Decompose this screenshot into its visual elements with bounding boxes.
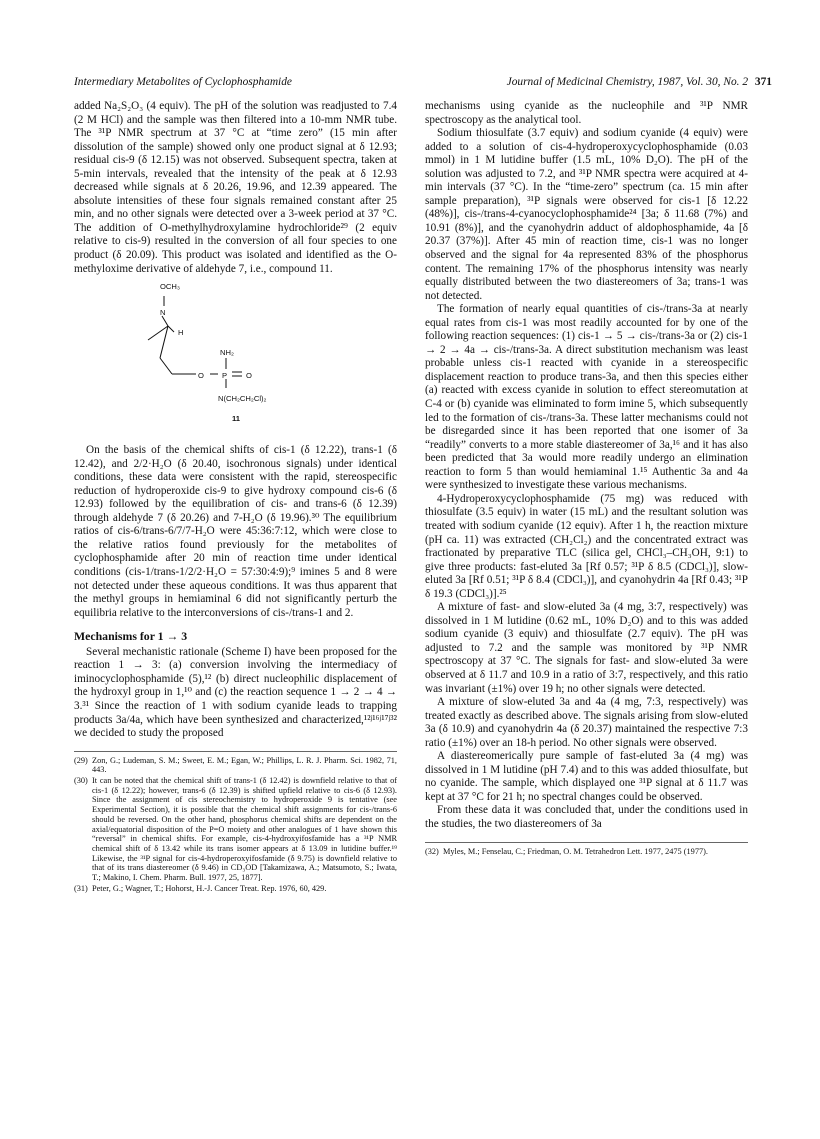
page-number: 371 — [754, 76, 772, 88]
footnotes-right — [425, 842, 748, 857]
footnote-text: It can be noted that the chemical shift of trans-1 (δ 12.42) is downfield relative to that of cis-1 (δ 12.22); however, trans-6 (δ 12.39) is shifted upfield relative to cis-6 (δ 12.93). Since the assignment of cis stereochemistry to hydroperoxide 9 is tentative (see Experimental Section), it is possible that the chemical shift assignments for cis-/trans-6 should be reversed. On the other hand, phosphorus chemical shifts are dependent on the axial/equatorial disposition of the P=O moiety and other analogues of 1 have shown this “reversal” in chemical shifts. For example, cis-4-hydroxyifosfamide has a ³¹P NMR chemical shift of δ 13.42 while its trans isomer appears at δ 13.09 in lutidine buffer.¹⁹ Likewise, the ³¹P signal for cis-4-hydroperoxyifosfamide (δ 9.75) is downfield relative to that of its trans diastereomer (δ 9.46) in CD₃OD [Takamizawa, A.; Matsumoto, S.; Iwata, T.; Makino, I. Chem. Pharm. Bull. 1977, 25, 1877]. — [92, 776, 397, 883]
footnote-number: (31) — [74, 883, 88, 893]
phosphoryl-o-label: O — [246, 371, 252, 381]
footnotes-left — [74, 751, 397, 894]
left-column — [74, 100, 397, 894]
paragraph: On the basis of the chemical shifts of cis-1 (δ 12.22), trans-1 (δ 12.42), and 2/2·H₂O (δ 20.40, isochronous signals) under identical conditions, these data were consistent with the rapid, stereospecific reduction of hydroperoxide cis-9 to give hydroxy compound cis-6 (δ 12.93) followed by the equilibration of cis- and trans-6 (δ 12.39) through aldehyde 7 (δ 20.26) and 7-H₂O (δ 19.96).³⁰ The equilibrium ratios of cis-6/trans-6/7/7-H₂O were 45:36:7:12, which were close to the relative ratios found previously for the metabolites of cyclophosphamide after 20 min of reaction time under identical conditions (cis-1/trans-1/2/2·H₂O = 57:30:4:9);⁹ imines 5 and 8 were not detected under these aqueous conditions. It was thus apparent that the methyl groups in hemiaminal 6 did not significantly perturb the equilibria relative to the interconversions of cis-/trans-1 and 2. — [74, 444, 397, 619]
paragraph: A mixture of fast- and slow-eluted 3a (4 mg, 3:7, respectively) was dissolved in 1 M lutidine (0.62 mL, 10% D₂O) and to this was added sodium cyanide (3 equiv) and thiosulfate (2.7 equiv). The pH was adjusted to 7.2 and the sample was monitored by ³¹P NMR spectroscopy at 37 °C. The signals for fast- and slow-eluted 3a were observed at δ 11.7 and 10.9 in a ratio of 3:7, respectively, and this ratio was invariant (±1%) over 19 h; no other signals were detected. — [425, 601, 748, 695]
paragraph: Several mechanistic rationale (Scheme I) have been proposed for the reaction 1 → 3: (a) conversion involving the intermediacy of iminocyclophosphamide (5),¹² (b) direct nucleophilic displacement of the hydroxyl group in 1,¹⁰ and (c) the reaction sequence 1 → 2 → 4 → 3.³¹ Since the reaction of 1 with sodium cyanide leads to trapping products 3a/4a, which have been synthesized and characterized,¹²ʲ¹⁶ʲ¹⁷ʲ³² we decided to study the proposed — [74, 645, 397, 740]
footnote-number: (32) — [425, 846, 439, 856]
footnote-text: Myles, M.; Fenselau, C.; Friedman, O. M. Tetrahedron Lett. 1977, 2475 (1977). — [443, 846, 708, 856]
ester-o-label: O — [198, 371, 204, 381]
paragraph: added Na₂S₂O₃ (4 equiv). The pH of the solution was readjusted to 7.4 (2 M HCl) and the sample was then filtered into a 10-mm NMR tube. The ³¹P NMR spectrum at 37 °C at “time zero” (15 min after dissolution of the sample) showed only one product signal at δ 12.93; residual cis-9 (δ 12.15) was not observed. Subsequent spectra, taken at 5-min intervals, revealed that the intensity of the peak at δ 12.93 decreased while signals at δ 20.26, 19.96, and 12.39 appeared. The absolute intensities of these four signals remained constant after 25 min, and no other signals were detected over a 3-week period at 37 °C. The addition of O-methylhydroxylamine hydrochloride²⁹ (2 equiv relative to cis-9) resulted in the conversion of all four species to one product (δ 20.09). This product was isolated and identified as the O-methyloxime derivative of aldehyde 7, i.e., compound 11. — [74, 100, 397, 275]
paragraph: Sodium thiosulfate (3.7 equiv) and sodium cyanide (4 equiv) were added to a solution of cis-4-hydroperoxycyclophosphamide (0.03 mmol) in 1 M lutidine buffer (1.5 mL, 10% D₂O). The pH of the solution was adjusted to 7.2, and ³¹P NMR spectra were acquired at 4-min intervals (37 °C). In the “time-zero” spectrum (ca. 15 min after sample preparation), ³¹P signals were observed for cis-1 [δ 12.22 (48%)], cis-/trans-4-cyanocyclophosphamide²⁴ [3a; δ 11.68 (7%) and 10.91 (8%)], and the cyanohydrin adduct of aldophosphamide, 4a [δ 20.37 (37%)]. After 45 min of reaction time, cis-1 was no longer observed and the signal for 4a represented 83% of the phosphorus content. The remaining 17% of the phosphorus intensity was nearly equally distributed between the two diastereomers of 3a; trans-1 was not detected. — [425, 127, 748, 302]
footnote-text: Zon, G.; Ludeman, S. M.; Sweet, E. M.; Egan, W.; Phillips, L. R. J. Pharm. Sci. 1982, 71, 443. — [92, 755, 397, 775]
footnote — [74, 776, 397, 883]
chemical-structure-11 — [74, 280, 397, 436]
footnote-number: (29) — [74, 755, 88, 765]
journal-citation — [507, 76, 772, 88]
paragraph: A mixture of slow-eluted 3a and 4a (4 mg, 7:3, respectively) was treated exactly as described above. The signals arising from slow-eluted 3a (δ 10.9) and cyanohydrin 4a (δ 20.37) maintained the respective 7:3 ratio (±1%) over an 18-h period. No other signals were observed. — [425, 696, 748, 749]
footnote-text: Peter, G.; Wagner, T.; Hohorst, H.-J. Cancer Treat. Rep. 1976, 60, 429. — [92, 883, 327, 893]
mustard-label: N(CH₂CH₂Cl)₂ — [218, 394, 267, 404]
footnote-number: (30) — [74, 776, 88, 785]
journal-name: Journal of Medicinal Chemistry, 1987, Vol. 30, No. 2 — [506, 76, 749, 88]
imine-n-label: N — [160, 308, 166, 318]
footnote — [425, 847, 748, 857]
paragraph: The formation of nearly equal quantities of cis-/trans-3a at nearly equal rates from cis-1 was most readily accounted for by one of the following reaction sequences: (1) cis-1 → 5 → cis-/trans-3a or (2) cis-1 → 2 → 4a → cis-/trans-3a. A direct substitution mechanism was least probable unless cis-1 reacted with cyanide in a stereospecific displacement reaction to produce trans-3a, and then this species either (a) reacted with excess cyanide in solution to effect stereomutation at C-4 or (b) cyanide was eliminated to form imine 5, which subsequently led to the formation of cis-/trans-3a. These latter mechanisms could not be disregarded since it has been reported that one isomer of 3a “readily” converts to a more stable diastereomer of 3a,¹⁶ and it has also been predicted that 3a would more readily undergo an elimination reaction to form 5 than would hemiaminal 1.¹⁵ Authentic 3a and 4a were synthesized to investigate these various mechanisms. — [425, 303, 748, 492]
footnote — [74, 884, 397, 894]
right-column — [425, 100, 748, 857]
running-header — [74, 76, 772, 88]
section-heading: Mechanisms for 1 → 3 — [74, 629, 188, 644]
paragraph: 4-Hydroperoxycyclophosphamide (75 mg) was reduced with thiosulfate (3.5 equiv) in water (15 mL) and the resultant solution was treated with sodium cyanide (12 equiv). After 1 h, the reaction mixture (pH ca. 11) was extracted (CH₂Cl₂) and the concentrated extract was fractionated by preparative TLC (silica gel, CHCl₃–CH₃OH, 9:1) to give three products: fast-eluted 3a [Rf 0.57; ³¹P δ 8.5 (CDCl₃)], slow-eluted 3a [Rf 0.51; ³¹P δ 8.4 (CDCl₃)], and cyanohydrin 4a [Rf 0.43; ³¹P δ 19.3 (CDCl₃)].²⁵ — [425, 492, 748, 600]
och3-label: OCH₃ — [160, 282, 180, 292]
paragraph: A diastereomerically pure sample of fast-eluted 3a (4 mg) was dissolved in 1 M lutidine (pH 7.4) and to this was added thiosulfate, but no cyanide. The sample, which displayed one ³¹P signal at δ 11.7 was kept at 37 °C for 21 h; no spectral changes could be observed. — [425, 750, 748, 803]
nh2-label: NH₂ — [220, 348, 234, 358]
compound-number: 11 — [232, 414, 241, 424]
footnote — [74, 756, 397, 775]
h-label: H — [178, 328, 184, 338]
paragraph: mechanisms using cyanide as the nucleophile and ³¹P NMR spectroscopy as the analytical tool. — [425, 100, 748, 126]
paragraph: From these data it was concluded that, under the conditions used in the studies, the two diastereomers of 3a — [425, 804, 748, 830]
running-title: Intermediary Metabolites of Cyclophosphamide — [74, 76, 292, 88]
phosphorus-label: P — [222, 371, 228, 381]
